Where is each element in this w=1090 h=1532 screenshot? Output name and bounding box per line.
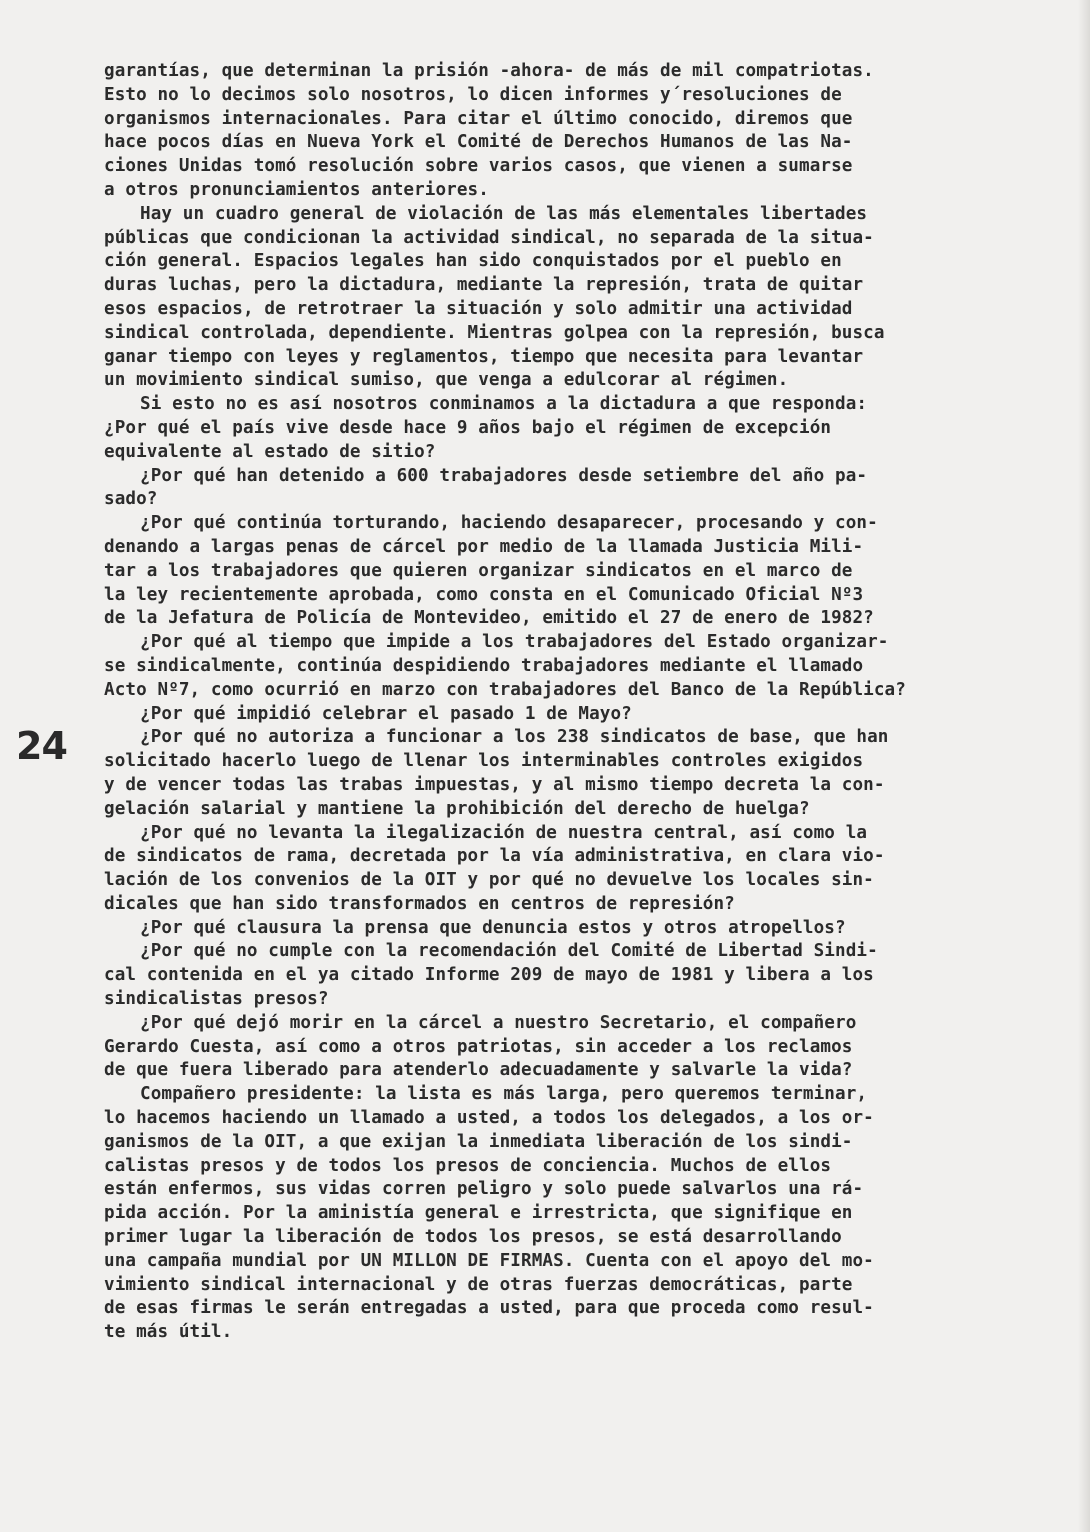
text-line: públicas que condicionan la actividad sindical, no separada de la situa- — [104, 227, 874, 248]
text-line: la ley recientemente aprobada, como consta en el Comunicado Oficial Nº3 — [104, 584, 864, 605]
text-line: calistas presos y de todos los presos de conciencia. Muchos de ellos — [104, 1155, 832, 1176]
text-line: ganismos de la OIT, a que exijan la inmediata liberación de los sindi- — [104, 1131, 853, 1152]
text-line: de que fuera liberado para atenderlo adecuadamente y salvarle la vida? — [104, 1060, 853, 1081]
text-line: equivalente al estado de sitio? — [104, 441, 436, 462]
text-line: ¿Por qué no autoriza a funcionar a los 238 sindicatos de base, que han — [140, 727, 889, 748]
text-line: una campaña mundial por UN MILLON DE FIRMAS. Cuenta con el apoyo del mo- — [104, 1250, 874, 1271]
text-line: ¿Por qué no levanta la ilegalización de nuestra central, así como la — [140, 822, 868, 843]
page-edge-shadow — [1078, 0, 1090, 1532]
text-line: sindical controlada, dependiente. Mientras golpea con la represión, busca — [104, 322, 885, 343]
text-line: ¿Por qué dejó morir en la cárcel a nuestro Secretario, el compañero — [140, 1012, 857, 1033]
text-line: solicitado hacerlo luego de llenar los interminables controles exigidos — [104, 751, 864, 772]
text-line: sado? — [104, 489, 158, 510]
text-line: ganar tiempo con leyes y reglamentos, tiempo que necesita para levantar — [104, 346, 864, 367]
text-line: ¿Por qué no cumple con la recomendación del Comité de Libertad Sindi- — [140, 941, 878, 962]
text-line: Compañero presidente: la lista es más larga, pero queremos terminar, — [140, 1084, 868, 1105]
text-line: a otros pronunciamientos anteriores. — [104, 179, 489, 200]
text-line: Acto Nº7, como ocurrió en marzo con trabajadores del Banco de la República? — [104, 679, 906, 700]
text-line: ¿Por qué impidió celebrar el pasado 1 de Mayo? — [140, 703, 632, 724]
text-line: Esto no lo decimos solo nosotros, lo dicen informes y´resoluciones de — [104, 84, 842, 105]
text-line: gelación salarial y mantiene la prohibición del derecho de huelga? — [104, 798, 810, 819]
text-line: ¿Por qué han detenido a 600 trabajadores desde setiembre del año pa- — [140, 465, 868, 486]
text-line: de esas firmas le serán entregadas a usted, para que proceda como resul- — [104, 1298, 874, 1319]
text-line: ¿Por qué al tiempo que impide a los trabajadores del Estado organizar- — [140, 632, 889, 653]
text-line: organismos internacionales. Para citar el último conocido, diremos que — [104, 108, 853, 129]
text-line: Hay un cuadro general de violación de las más elementales libertades — [140, 203, 868, 224]
body-text — [104, 60, 1004, 1345]
text-line: ¿Por qué continúa torturando, haciendo desaparecer, procesando y con- — [140, 513, 878, 534]
text-line: lo hacemos haciendo un llamado a usted, a todos los delegados, a los or- — [104, 1108, 874, 1129]
text-line: de la Jefatura de Policía de Montevideo, emitido el 27 de enero de 1982? — [104, 608, 874, 629]
text-line: hace pocos días en Nueva York el Comité de Derechos Humanos de las Na- — [104, 132, 853, 153]
text-line: Si esto no es así nosotros conminamos a la dictadura a que responda: — [140, 394, 868, 415]
text-line: ción general. Espacios legales han sido conquistados por el pueblo en — [104, 251, 842, 272]
text-line: tar a los trabajadores que quieren organizar sindicatos en el marco de — [104, 560, 853, 581]
text-line: ¿Por qué el país vive desde hace 9 años bajo el régimen de excepción — [104, 417, 832, 438]
text-line: duras luchas, pero la dictadura, mediante la represión, trata de quitar — [104, 275, 864, 296]
text-line: cal contenida en el ya citado Informe 209 de mayo de 1981 y libera a los — [104, 965, 874, 986]
text-line: están enfermos, sus vidas corren peligro y solo puede salvarlos una rá- — [104, 1179, 864, 1200]
text-line: pida acción. Por la aministía general e irrestricta, que signifique en — [104, 1203, 853, 1224]
text-line: y de vencer todas las trabas impuestas, y al mismo tiempo decreta la con- — [104, 774, 885, 795]
text-line: lación de los convenios de la OIT y por qué no devuelve los locales sin- — [104, 870, 874, 891]
text-line: te más útil. — [104, 1322, 233, 1343]
text-line: sindicalistas presos? — [104, 989, 329, 1010]
text-line: se sindicalmente, continúa despidiendo trabajadores mediante el llamado — [104, 655, 864, 676]
text-line: primer lugar la liberación de todos los presos, se está desarrollando — [104, 1227, 842, 1248]
text-line: un movimiento sindical sumiso, que venga a edulcorar al régimen. — [104, 370, 789, 391]
text-line: Gerardo Cuesta, así como a otros patriotas, sin acceder a los reclamos — [104, 1036, 853, 1057]
page-number: 24 — [16, 724, 67, 768]
text-line: esos espacios, de retrotraer la situación y solo admitir una actividad — [104, 298, 853, 319]
text-line: dicales que han sido transformados en centros de represión? — [104, 893, 735, 914]
text-line: ¿Por qué clausura la prensa que denuncia estos y otros atropellos? — [140, 917, 846, 938]
text-line: denando a largas penas de cárcel por medio de la llamada Justicia Mili- — [104, 536, 864, 557]
text-line: vimiento sindical internacional y de otras fuerzas democráticas, parte — [104, 1274, 853, 1295]
text-line: de sindicatos de rama, decretada por la vía administrativa, en clara vio- — [104, 846, 885, 867]
text-line: ciones Unidas tomó resolución sobre varios casos, que vienen a sumarse — [104, 156, 853, 177]
text-line: garantías, que determinan la prisión -ahora- de más de mil compatriotas. — [104, 61, 874, 81]
